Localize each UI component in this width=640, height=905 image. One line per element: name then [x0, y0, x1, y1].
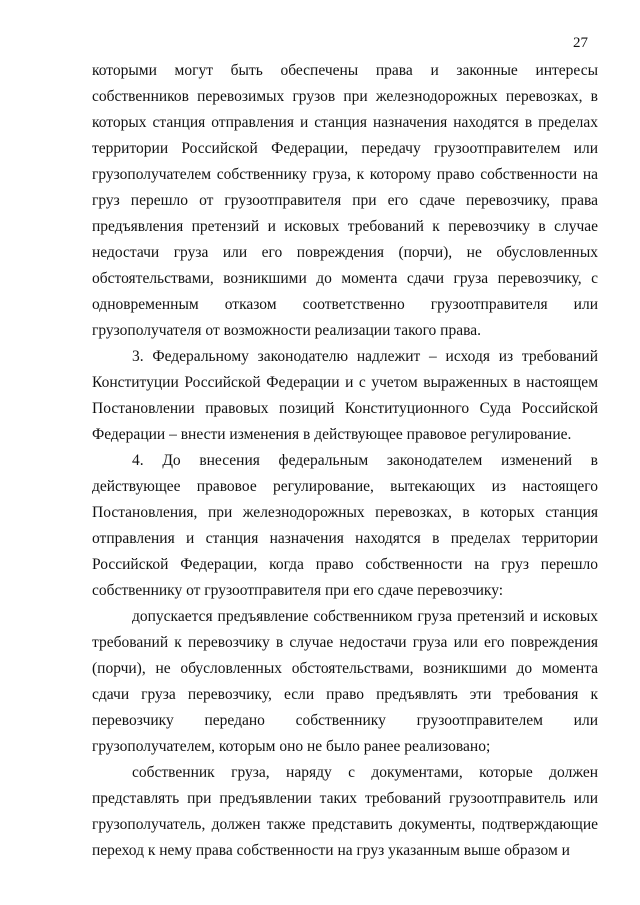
page-number: 27 — [573, 35, 588, 51]
document-body — [92, 58, 598, 864]
paragraph-item-3: 3. Федеральному законодателю надлежит – исходя из требований Конституции Российской Федерации и с учетом выраженных в настоящем Постановлении правовых позиций Конституционного Суда Российской Федерации – внести изменения в действующее правовое регулирование. — [92, 348, 598, 443]
paragraph-owner-documents: собственник груза, наряду с документами, которые должен представлять при предъявлении таких требований грузоотправитель или грузополучатель, должен также представить документы, подтверждающие переход к нему права собственности на груз указанным выше образом и — [92, 764, 598, 859]
paragraph-continuation: которыми могут быть обеспечены права и законные интересы собственников перевозимых грузов при железнодорожных перевозках, в которых станция отправления и станция назначения находятся в пределах территории Российской Федерации, передачу грузоотправителем или грузополучателем собственнику груза, к которому право собственности на груз перешло от грузоотправителя при его сдаче перевозчику, права предъявления претензий и исковых требований к перевозчику в случае недостачи груза или его повреждения (порчи), не обусловленных обстоятельствами, возникшими до момента сдачи груза перевозчику, с одновременным отказом соответственно грузоотправителя или грузополучателя от возможности реализации такого права. — [92, 62, 598, 339]
paragraph-claims-allowed: допускается предъявление собственником груза претензий и исковых требований к перевозчику в случае недостачи груза или его повреждения (порчи), не обусловленных обстоятельствами, возникшими до момента сдачи груза перевозчику, если право предъявлять эти требования к перевозчику передано собственнику грузоотправителем или грузополучателем, которым оно не было ранее реализовано; — [92, 608, 598, 755]
paragraph-item-4: 4. До внесения федеральным законодателем изменений в действующее правовое регулирование, вытекающих из настоящего Постановления, при железнодорожных перевозках, в которых станция отправления и станция назначения находятся в пределах территории Российской Федерации, когда право собственности на груз перешло собственнику от грузоотправителя при его сдаче перевозчику: — [92, 452, 598, 599]
